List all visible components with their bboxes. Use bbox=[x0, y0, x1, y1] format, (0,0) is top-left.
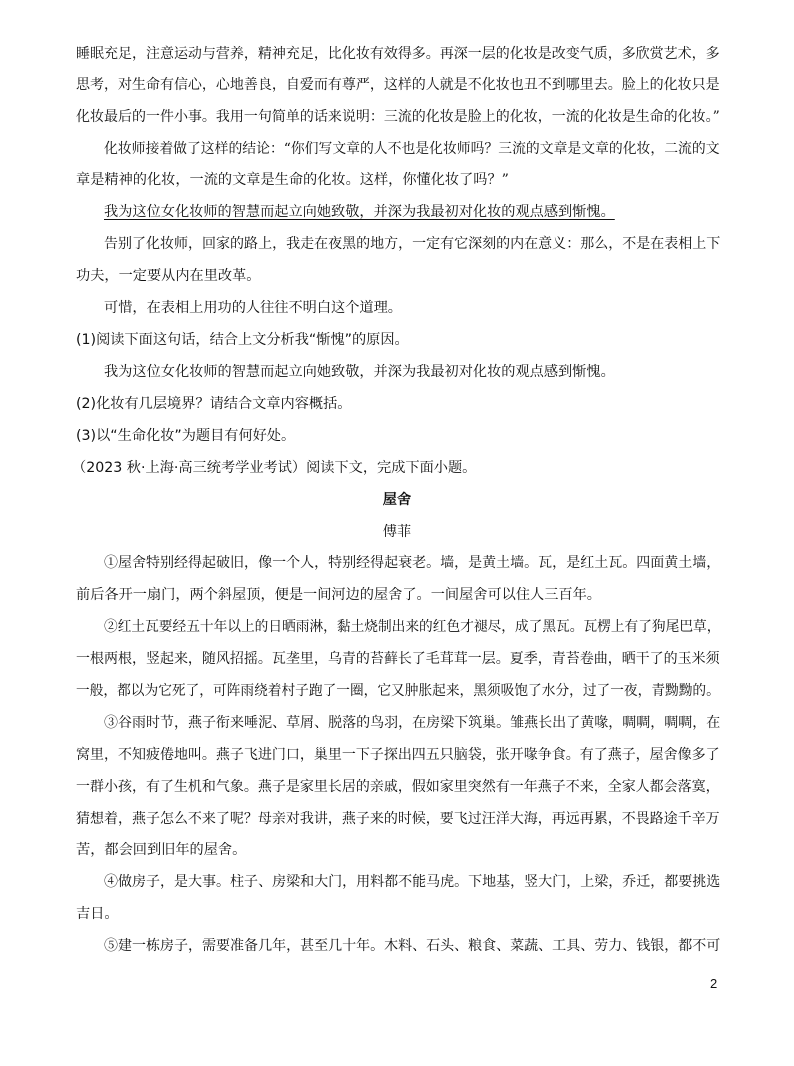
paragraph-line: ④做房子，是大事。柱子、房梁和大门，用料都不能马虎。下地基，竖大门，上梁，乔迁，都要挑选 bbox=[104, 874, 721, 890]
paragraph-line: 章是精神的化妆，一流的文章是生命的化妆。这样，你懂化妆了吗？” bbox=[76, 172, 509, 188]
paragraph-line: 可惜，在表相上用功的人往往不明白这个道理。 bbox=[104, 300, 402, 316]
quoted-sentence: 我为这位女化妆师的智慧而起立向她致敬，并深为我最初对化妆的观点感到惭愧。 bbox=[104, 364, 615, 380]
paragraph-line: ⑤建一栋房子，需要准备几年，甚至几十年。木料、石头、粮食、菜蔬、工具、劳力、钱银，都不可 bbox=[104, 938, 721, 954]
question-3: (3)以“生命化妆”为题目有何好处。 bbox=[76, 428, 296, 444]
question-1: (1)阅读下面这句话，结合上文分析我“惭愧”的原因。 bbox=[76, 332, 409, 348]
page-number: 2 bbox=[710, 976, 718, 991]
paragraph-line: 一群小孩，有了生机和气象。燕子是家里长居的亲戚，假如家里突然有一年燕子不来，全家人都会落寞， bbox=[76, 779, 720, 795]
paragraph-line: 吉日。 bbox=[76, 906, 119, 922]
paragraph-line: 猜想着，燕子怎么不来了呢？母亲对我讲，燕子来的时候，要飞过汪洋大海，再远再累，不畏路途千辛万 bbox=[76, 811, 720, 827]
paragraph-line: 睡眠充足，注意运动与营养，精神充足，比化妆有效得多。再深一层的化妆是改变气质，多欣赏艺术，多 bbox=[76, 46, 720, 62]
paragraph-line: ③谷雨时节，燕子衔来唾泥、草屑、脱落的鸟羽，在房梁下筑巢。雏燕长出了黄喙，啁啁，啁啁，在 bbox=[104, 715, 721, 731]
paragraph-line: 化妆最后的一件小事。我用一句简单的话来说明：三流的化妆是脸上的化妆，一流的化妆是生命的化妆。” bbox=[76, 109, 720, 125]
paragraph-line: 一般，都以为它死了，可阵雨绕着村子跑了一圈，它又肿胀起来，黑须吸饱了水分，过了一夜，青黝黝的。 bbox=[76, 683, 720, 699]
article-author: 傅菲 bbox=[382, 524, 412, 540]
paragraph-line: 思考，对生命有信心，心地善良，自爱而有尊严，这样的人就是不化妆也丑不到哪里去。脸上的化妆只是 bbox=[76, 77, 720, 93]
paragraph-line: 告别了化妆师，回家的路上，我走在夜黑的地方，一定有它深刻的内在意义：那么，不是在表相上下 bbox=[104, 236, 721, 252]
paragraph-line: 一根两根，竖起来，随风招摇。瓦垄里，乌青的苔藓长了毛茸茸一层。夏季，青苔卷曲，晒干了的玉米须 bbox=[76, 651, 720, 667]
paragraph-line: ②红土瓦要经五十年以上的日晒雨淋，黏土烧制出来的红色才褪尽，成了黑瓦。瓦楞上有了狗尾巴草， bbox=[104, 619, 721, 635]
paragraph-line: ①屋舍特别经得起破旧，像一个人，特别经得起衰老。墙，是黄土墙。瓦，是红土瓦。四面黄土墙， bbox=[104, 555, 721, 571]
paragraph-line: 前后各开一扇门，两个斜屋顶，便是一间河边的屋舍了。一间屋舍可以住人三百年。 bbox=[76, 587, 601, 603]
paragraph-line: 化妆师接着做了这样的结论：“你们写文章的人不也是化妆师吗？三流的文章是文章的化妆，二流的文 bbox=[104, 141, 720, 157]
underlined-sentence: 我为这位女化妆师的智慧而起立向她致敬，并深为我最初对化妆的观点感到惭愧。 bbox=[104, 204, 615, 220]
paragraph-line: 窝里，不知疲倦地叫。燕子飞进门口，巢里一下子探出四五只脑袋，张开喙争食。有了燕子，屋舍像多了 bbox=[76, 747, 720, 763]
paragraph-line: 功夫，一定要从内在里改革。 bbox=[76, 268, 261, 284]
article-title: 屋舍 bbox=[382, 492, 412, 508]
paragraph-line: 苦，都会回到旧年的屋舍。 bbox=[76, 842, 247, 858]
exam-source-line: （2023 秋·上海·高三统考学业考试）阅读下文，完成下面小题。 bbox=[72, 460, 477, 476]
question-2: (2)化妆有几层境界？请结合文章内容概括。 bbox=[76, 396, 352, 412]
